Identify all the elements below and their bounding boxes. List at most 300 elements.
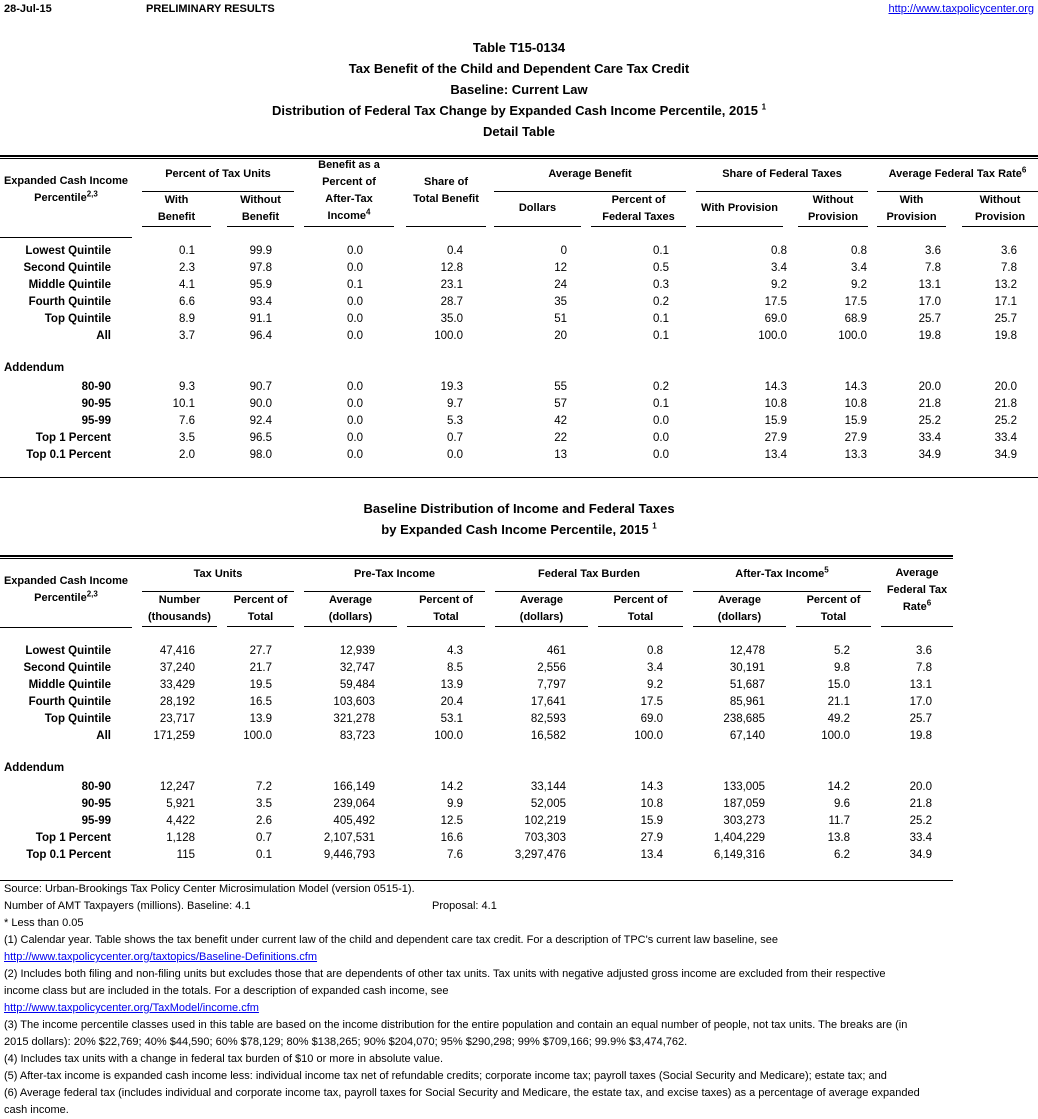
footnote-marker: 1 — [761, 102, 767, 112]
cell-value: 92.4 — [249, 415, 272, 427]
cell-value: 98.0 — [249, 449, 272, 461]
cell-value: 25.2 — [918, 415, 941, 427]
table-row — [0, 396, 1038, 413]
row-label: Second Quintile — [23, 262, 111, 274]
col-aftertax-pct: Percent of Total — [806, 594, 861, 623]
cell-value: 23,717 — [159, 713, 195, 725]
cell-value: 15.9 — [844, 415, 867, 427]
cell-value: 57 — [554, 398, 567, 410]
row-label: 90-95 — [81, 798, 111, 810]
cell-value: 0.0 — [347, 296, 363, 308]
cell-value: 103,603 — [333, 696, 375, 708]
cell-value: 99.9 — [249, 245, 272, 257]
row-label: Top 0.1 Percent — [26, 849, 111, 861]
table1-bottom-rule — [0, 477, 1038, 478]
cell-value: 96.5 — [249, 432, 272, 444]
table-row — [0, 796, 1038, 813]
cell-value: 83,723 — [339, 730, 375, 742]
cell-value: 3.4 — [851, 262, 867, 274]
cell-value: 100.0 — [821, 730, 850, 742]
cell-value: 17.0 — [909, 696, 932, 708]
source-note: Source: Urban-Brookings Tax Policy Center Microsimulation Model (version 0515-1). — [4, 883, 415, 895]
cell-value: 34.9 — [994, 449, 1017, 461]
cell-value: 25.7 — [994, 313, 1017, 325]
cell-value: 15.9 — [764, 415, 787, 427]
cell-value: 19.8 — [918, 330, 941, 342]
cell-value: 238,685 — [723, 713, 765, 725]
cell-value: 5.3 — [447, 415, 463, 427]
col-dollars: Dollars — [518, 202, 557, 214]
row-label: Fourth Quintile — [28, 696, 111, 708]
cell-value: 27.7 — [249, 645, 272, 657]
cell-value: 0.0 — [447, 449, 463, 461]
cell-value: 0 — [560, 245, 567, 257]
cell-value: 0.4 — [447, 245, 463, 257]
cell-value: 53.1 — [440, 713, 463, 725]
cell-value: 102,219 — [524, 815, 566, 827]
cell-value: 2,107,531 — [323, 832, 375, 844]
header-underline — [877, 226, 946, 227]
cell-value: 27.9 — [640, 832, 663, 844]
table-row — [0, 243, 1038, 260]
cell-value: 15.0 — [827, 679, 850, 691]
header-underline — [881, 626, 953, 627]
col-percentile: Expanded Cash Income Percentile$^{2,3}$ — [3, 575, 129, 604]
header-underline — [227, 226, 294, 227]
row-label: Fourth Quintile — [28, 296, 111, 308]
table-row — [0, 311, 1038, 328]
cell-value: 6.6 — [179, 296, 195, 308]
row-label: 80-90 — [81, 781, 111, 793]
table1-top-rule — [0, 155, 1038, 159]
cell-value: 0.0 — [347, 415, 363, 427]
cell-value: 2.6 — [256, 815, 272, 827]
table-row — [0, 677, 1038, 694]
row-label: Middle Quintile — [28, 279, 111, 291]
cell-value: 0.8 — [647, 645, 663, 657]
col-without-benefit: Without Benefit — [240, 194, 281, 223]
cell-value: 15.9 — [640, 815, 663, 827]
cell-value: 133,005 — [723, 781, 765, 793]
cell-value: 14.3 — [844, 381, 867, 393]
cell-value: 100.0 — [634, 730, 663, 742]
header-underline — [142, 626, 217, 627]
cell-value: 0.3 — [653, 279, 669, 291]
cell-value: 3.5 — [256, 798, 272, 810]
header-underline — [962, 226, 1038, 227]
col-pretax-average: Average (dollars) — [328, 594, 373, 623]
cell-value: 17.5 — [764, 296, 787, 308]
row-label: Top 0.1 Percent — [26, 449, 111, 461]
cell-value: 27.9 — [764, 432, 787, 444]
table-row — [0, 694, 1038, 711]
table-row — [0, 328, 1038, 345]
table-row — [0, 711, 1038, 728]
cell-value: 2.3 — [179, 262, 195, 274]
cell-value: 69.0 — [764, 313, 787, 325]
cell-value: 0.1 — [347, 279, 363, 291]
row-label: Lowest Quintile — [25, 245, 111, 257]
cell-value: 166,149 — [333, 781, 375, 793]
cell-value: 0.7 — [256, 832, 272, 844]
cell-value: 0.1 — [653, 245, 669, 257]
cell-value: 9.2 — [647, 679, 663, 691]
cell-value: 8.5 — [447, 662, 463, 674]
cell-value: 0.1 — [256, 849, 272, 861]
table2-titles — [0, 498, 1038, 540]
header-underline — [0, 237, 132, 238]
cell-value: 14.3 — [764, 381, 787, 393]
cell-value: 28.7 — [440, 296, 463, 308]
cell-value: 13.9 — [249, 713, 272, 725]
baseline-definitions-link[interactable]: http://www.taxpolicycenter.org/taxtopics/Baseline-Definitions.cfm — [4, 951, 318, 963]
cell-value: 461 — [546, 645, 566, 657]
cell-value: 9.9 — [447, 798, 463, 810]
cell-value: 2,556 — [537, 662, 566, 674]
cell-value: 21.8 — [918, 398, 941, 410]
col-group-share-fed-taxes: Share of Federal Taxes — [722, 168, 842, 180]
cell-value: 12,478 — [729, 645, 765, 657]
row-label: Top Quintile — [44, 313, 111, 325]
header-underline — [304, 226, 394, 227]
cell-value: 0.0 — [347, 313, 363, 325]
header-underline — [227, 626, 294, 627]
note-6b: cash income. — [4, 1104, 69, 1116]
cell-value: 0.0 — [347, 449, 363, 461]
header-underline — [796, 626, 871, 627]
col-group-pretax-income: Pre-Tax Income — [353, 568, 436, 580]
cell-value: 93.4 — [249, 296, 272, 308]
cell-value: 25.7 — [909, 713, 932, 725]
row-label: Top 1 Percent — [35, 432, 111, 444]
cell-value: 12 — [554, 262, 567, 274]
footnote-marker: 1 — [652, 521, 657, 531]
cell-value: 34.9 — [909, 849, 932, 861]
cell-value: 13.8 — [827, 832, 850, 844]
cell-value: 12,939 — [339, 645, 375, 657]
footnote-marker: 6 — [926, 598, 932, 608]
cell-value: 7.8 — [1001, 262, 1017, 274]
cell-value: 14.3 — [640, 781, 663, 793]
cell-value: 19.5 — [249, 679, 272, 691]
cell-value: 703,303 — [524, 832, 566, 844]
cell-value: 10.8 — [640, 798, 663, 810]
col-group-pct-tax-units: Percent of Tax Units — [165, 168, 271, 180]
cell-value: 8.9 — [179, 313, 195, 325]
cell-value: 0.8 — [851, 245, 867, 257]
cell-value: 100.0 — [434, 330, 463, 342]
header-underline — [304, 626, 397, 627]
cell-value: 34.9 — [918, 449, 941, 461]
cell-value: 67,140 — [729, 730, 765, 742]
cell-value: 33.4 — [918, 432, 941, 444]
cell-value: 9.6 — [834, 798, 850, 810]
cell-value: 30,191 — [729, 662, 765, 674]
cell-value: 35.0 — [440, 313, 463, 325]
status-label: PRELIMINARY RESULTS — [146, 3, 275, 15]
cell-value: 91.1 — [249, 313, 272, 325]
header-underline — [0, 627, 132, 628]
table-row — [0, 813, 1038, 830]
table-row — [0, 830, 1038, 847]
footnote-marker: 6 — [1021, 165, 1027, 175]
cell-value: 0.0 — [347, 398, 363, 410]
cell-value: 0.0 — [347, 262, 363, 274]
cell-value: 19.3 — [440, 381, 463, 393]
income-definition-link[interactable]: http://www.taxpolicycenter.org/TaxModel/income.cfm — [4, 1002, 259, 1014]
row-label: 80-90 — [81, 381, 111, 393]
cell-value: 303,273 — [723, 815, 765, 827]
cell-value: 96.4 — [249, 330, 272, 342]
cell-value: 4.3 — [447, 645, 463, 657]
header-underline — [798, 226, 868, 227]
cell-value: 59,484 — [339, 679, 375, 691]
cell-value: 0.1 — [653, 398, 669, 410]
footnote-marker: 2,3 — [86, 189, 98, 199]
cell-value: 33.4 — [994, 432, 1017, 444]
note-5: (5) After-tax income is expanded cash income less: individual income tax net of refundable credits; corporate income tax; payroll taxes (Social Security and Medicare); estate tax; and — [4, 1070, 887, 1082]
cell-value: 0.7 — [447, 432, 463, 444]
cell-value: 12,247 — [159, 781, 195, 793]
col-number: Number (thousands) — [148, 594, 211, 623]
table1-titles — [0, 37, 1038, 142]
cell-value: 21.1 — [827, 696, 850, 708]
row-label: 95-99 — [81, 415, 111, 427]
cell-value: 3.5 — [179, 432, 195, 444]
cell-value: 7.6 — [447, 849, 463, 861]
table-title: Tax Benefit of the Child and Dependent Care Tax Credit — [348, 61, 690, 76]
row-label: Top 1 Percent — [35, 832, 111, 844]
cell-value: 9.3 — [179, 381, 195, 393]
cell-value: 100.0 — [434, 730, 463, 742]
table-row — [0, 447, 1038, 464]
cell-value: 9.2 — [771, 279, 787, 291]
col-group-aftertax-income: After-Tax Income$^5$ — [735, 565, 829, 580]
header-underline — [696, 226, 783, 227]
cell-value: 0.0 — [347, 381, 363, 393]
cell-value: 12.5 — [440, 815, 463, 827]
cell-value: 3.6 — [925, 245, 941, 257]
row-label: All — [96, 730, 111, 742]
cell-value: 0.1 — [653, 313, 669, 325]
cell-value: 9,446,793 — [323, 849, 375, 861]
header-underline — [142, 226, 211, 227]
cell-value: 7.2 — [256, 781, 272, 793]
cell-value: 23.1 — [440, 279, 463, 291]
table-row — [0, 643, 1038, 660]
col-aftertax-average: Average (dollars) — [717, 594, 762, 623]
cell-value: 4.1 — [179, 279, 195, 291]
cell-value: 0.2 — [653, 296, 669, 308]
cell-value: 187,059 — [723, 798, 765, 810]
tpc-link[interactable]: http://www.taxpolicycenter.org — [888, 3, 1034, 15]
cell-value: 21.8 — [994, 398, 1017, 410]
cell-value: 16.6 — [440, 832, 463, 844]
cell-value: 321,278 — [333, 713, 375, 725]
cell-value: 37,240 — [159, 662, 195, 674]
less-than-note: * Less than 0.05 — [4, 917, 84, 929]
cell-value: 1,128 — [166, 832, 195, 844]
cell-value: 13.2 — [994, 279, 1017, 291]
cell-value: 17.0 — [918, 296, 941, 308]
note-4: (4) Includes tax units with a change in federal tax burden of $10 or more in absolute value. — [4, 1053, 444, 1065]
cell-value: 20.0 — [918, 381, 941, 393]
cell-value: 55 — [554, 381, 567, 393]
cell-value: 33,429 — [159, 679, 195, 691]
cell-value: 51,687 — [729, 679, 765, 691]
cell-value: 100.0 — [838, 330, 867, 342]
cell-value: 0.1 — [653, 330, 669, 342]
cell-value: 0.1 — [179, 245, 195, 257]
cell-value: 0.0 — [653, 449, 669, 461]
header-underline — [407, 626, 485, 627]
cell-value: 171,259 — [153, 730, 195, 742]
cell-value: 52,005 — [530, 798, 566, 810]
cell-value: 35 — [554, 296, 567, 308]
cell-value: 28,192 — [159, 696, 195, 708]
cell-value: 1,404,229 — [713, 832, 765, 844]
cell-value: 16,582 — [530, 730, 566, 742]
cell-value: 0.0 — [347, 330, 363, 342]
row-label: Middle Quintile — [28, 679, 111, 691]
cell-value: 115 — [176, 849, 195, 861]
table-row — [0, 277, 1038, 294]
row-label: All — [96, 330, 111, 342]
cell-value: 17.5 — [640, 696, 663, 708]
cell-value: 2.0 — [179, 449, 195, 461]
note-2b: income class but are included in the totals. For a description of expanded cash income, see — [4, 985, 449, 997]
col-share-total-benefit: Share of Total Benefit — [413, 176, 479, 205]
cell-value: 32,747 — [339, 662, 375, 674]
amt-proposal: Proposal: 4.1 — [432, 900, 497, 912]
amt-note: Number of AMT Taxpayers (millions). Baseline: 4.1 Proposal: 4.1 — [4, 898, 1034, 915]
col-with-benefit: With Benefit — [157, 194, 196, 223]
cell-value: 3.7 — [179, 330, 195, 342]
cell-value: 22 — [554, 432, 567, 444]
cell-value: 0.8 — [771, 245, 787, 257]
cell-value: 100.0 — [758, 330, 787, 342]
table-row — [0, 728, 1038, 745]
cell-value: 3.6 — [1001, 245, 1017, 257]
table-row — [0, 430, 1038, 447]
note-6a: (6) Average federal tax (includes individual and corporate income tax, payroll taxes for Social Security and Medicare, the estate tax, and excise taxes) as a percentage of average expanded — [4, 1087, 920, 1099]
cell-value: 20.0 — [994, 381, 1017, 393]
table-row — [0, 413, 1038, 430]
row-label: Top Quintile — [44, 713, 111, 725]
cell-value: 49.2 — [827, 713, 850, 725]
cell-value: 0.0 — [347, 432, 363, 444]
cell-value: 16.5 — [249, 696, 272, 708]
cell-value: 0.0 — [653, 415, 669, 427]
col-pct-fed-taxes: Percent of Federal Taxes — [602, 194, 675, 223]
cell-value: 97.8 — [249, 262, 272, 274]
cell-value: 33.4 — [909, 832, 932, 844]
table2-subtitle: by Expanded Cash Income Percentile, 2015 $^1$ — [381, 521, 657, 537]
cell-value: 100.0 — [243, 730, 272, 742]
cell-value: 13.1 — [918, 279, 941, 291]
table-subtitle: Distribution of Federal Tax Change by Expanded Cash Income Percentile, 2015 $^1$ — [271, 102, 767, 118]
cell-value: 19.8 — [994, 330, 1017, 342]
cell-value: 10.8 — [844, 398, 867, 410]
col-burden-pct: Percent of Total — [613, 594, 668, 623]
header-underline — [598, 626, 683, 627]
col-group-tax-units: Tax Units — [193, 568, 243, 580]
cell-value: 7,797 — [537, 679, 566, 691]
cell-value: 85,961 — [729, 696, 765, 708]
table2-top-rule — [0, 555, 953, 559]
col-rate-with-provision: With Provision — [886, 194, 937, 223]
cell-value: 10.1 — [172, 398, 195, 410]
table-baseline: Baseline: Current Law — [450, 82, 588, 97]
table-row — [0, 779, 1038, 796]
cell-value: 5,921 — [166, 798, 195, 810]
cell-value: 0.0 — [653, 432, 669, 444]
cell-value: 17,641 — [530, 696, 566, 708]
header-underline — [494, 226, 581, 227]
cell-value: 42 — [554, 415, 567, 427]
cell-value: 25.2 — [994, 415, 1017, 427]
cell-value: 82,593 — [530, 713, 566, 725]
cell-value: 14.2 — [827, 781, 850, 793]
cell-value: 20.4 — [440, 696, 463, 708]
cell-value: 12.8 — [440, 262, 463, 274]
cell-value: 25.2 — [909, 815, 932, 827]
cell-value: 7.8 — [925, 262, 941, 274]
table-type: Detail Table — [482, 124, 555, 139]
cell-value: 21.8 — [909, 798, 932, 810]
cell-value: 6,149,316 — [713, 849, 765, 861]
note-3b: 2015 dollars): 20% $22,769; 40% $44,590; 60% $78,129; 80% $138,265; 90% $204,070; 95% $290,298; 99% $709,166; 99.9% $3,474,762. — [4, 1036, 688, 1048]
cell-value: 13.9 — [440, 679, 463, 691]
cell-value: 3.6 — [916, 645, 932, 657]
cell-value: 0.0 — [347, 245, 363, 257]
cell-value: 0.2 — [653, 381, 669, 393]
footnote-marker: 4 — [366, 207, 371, 217]
footnote-marker: 2,3 — [86, 589, 98, 599]
footnote-marker: 5 — [824, 565, 829, 575]
col-share-with-provision: With Provision — [701, 202, 778, 214]
cell-value: 13.4 — [764, 449, 787, 461]
col-group-avg-benefit: Average Benefit — [548, 168, 632, 180]
cell-value: 95.9 — [249, 279, 272, 291]
header-underline — [693, 626, 786, 627]
cell-value: 5.2 — [834, 645, 850, 657]
cell-value: 10.8 — [764, 398, 787, 410]
cell-value: 68.9 — [844, 313, 867, 325]
cell-value: 33,144 — [530, 781, 566, 793]
col-burden-average: Average (dollars) — [519, 594, 564, 623]
cell-value: 14.2 — [440, 781, 463, 793]
addendum-label: Addendum — [4, 762, 65, 774]
cell-value: 90.0 — [249, 398, 272, 410]
cell-value: 13 — [554, 449, 567, 461]
header-underline — [591, 226, 686, 227]
cell-value: 9.2 — [851, 279, 867, 291]
note-1: (1) Calendar year. Table shows the tax benefit under current law of the child and dependent care tax credit. For a description of TPC's current law baseline, see — [4, 934, 778, 946]
cell-value: 19.8 — [909, 730, 932, 742]
col-group-fed-burden: Federal Tax Burden — [538, 568, 640, 580]
table-row — [0, 379, 1038, 396]
col-benefit-pct-aftertax: Benefit as a Percent of After-Tax Income$^4$ — [318, 159, 380, 222]
cell-value: 27.9 — [844, 432, 867, 444]
col-tax-units-pct: Percent of Total — [233, 594, 288, 623]
row-label: 95-99 — [81, 815, 111, 827]
cell-value: 25.7 — [918, 313, 941, 325]
table-row — [0, 260, 1038, 277]
col-share-without-provision: Without Provision — [807, 194, 859, 223]
cell-value: 20 — [554, 330, 567, 342]
table-row — [0, 847, 1038, 864]
